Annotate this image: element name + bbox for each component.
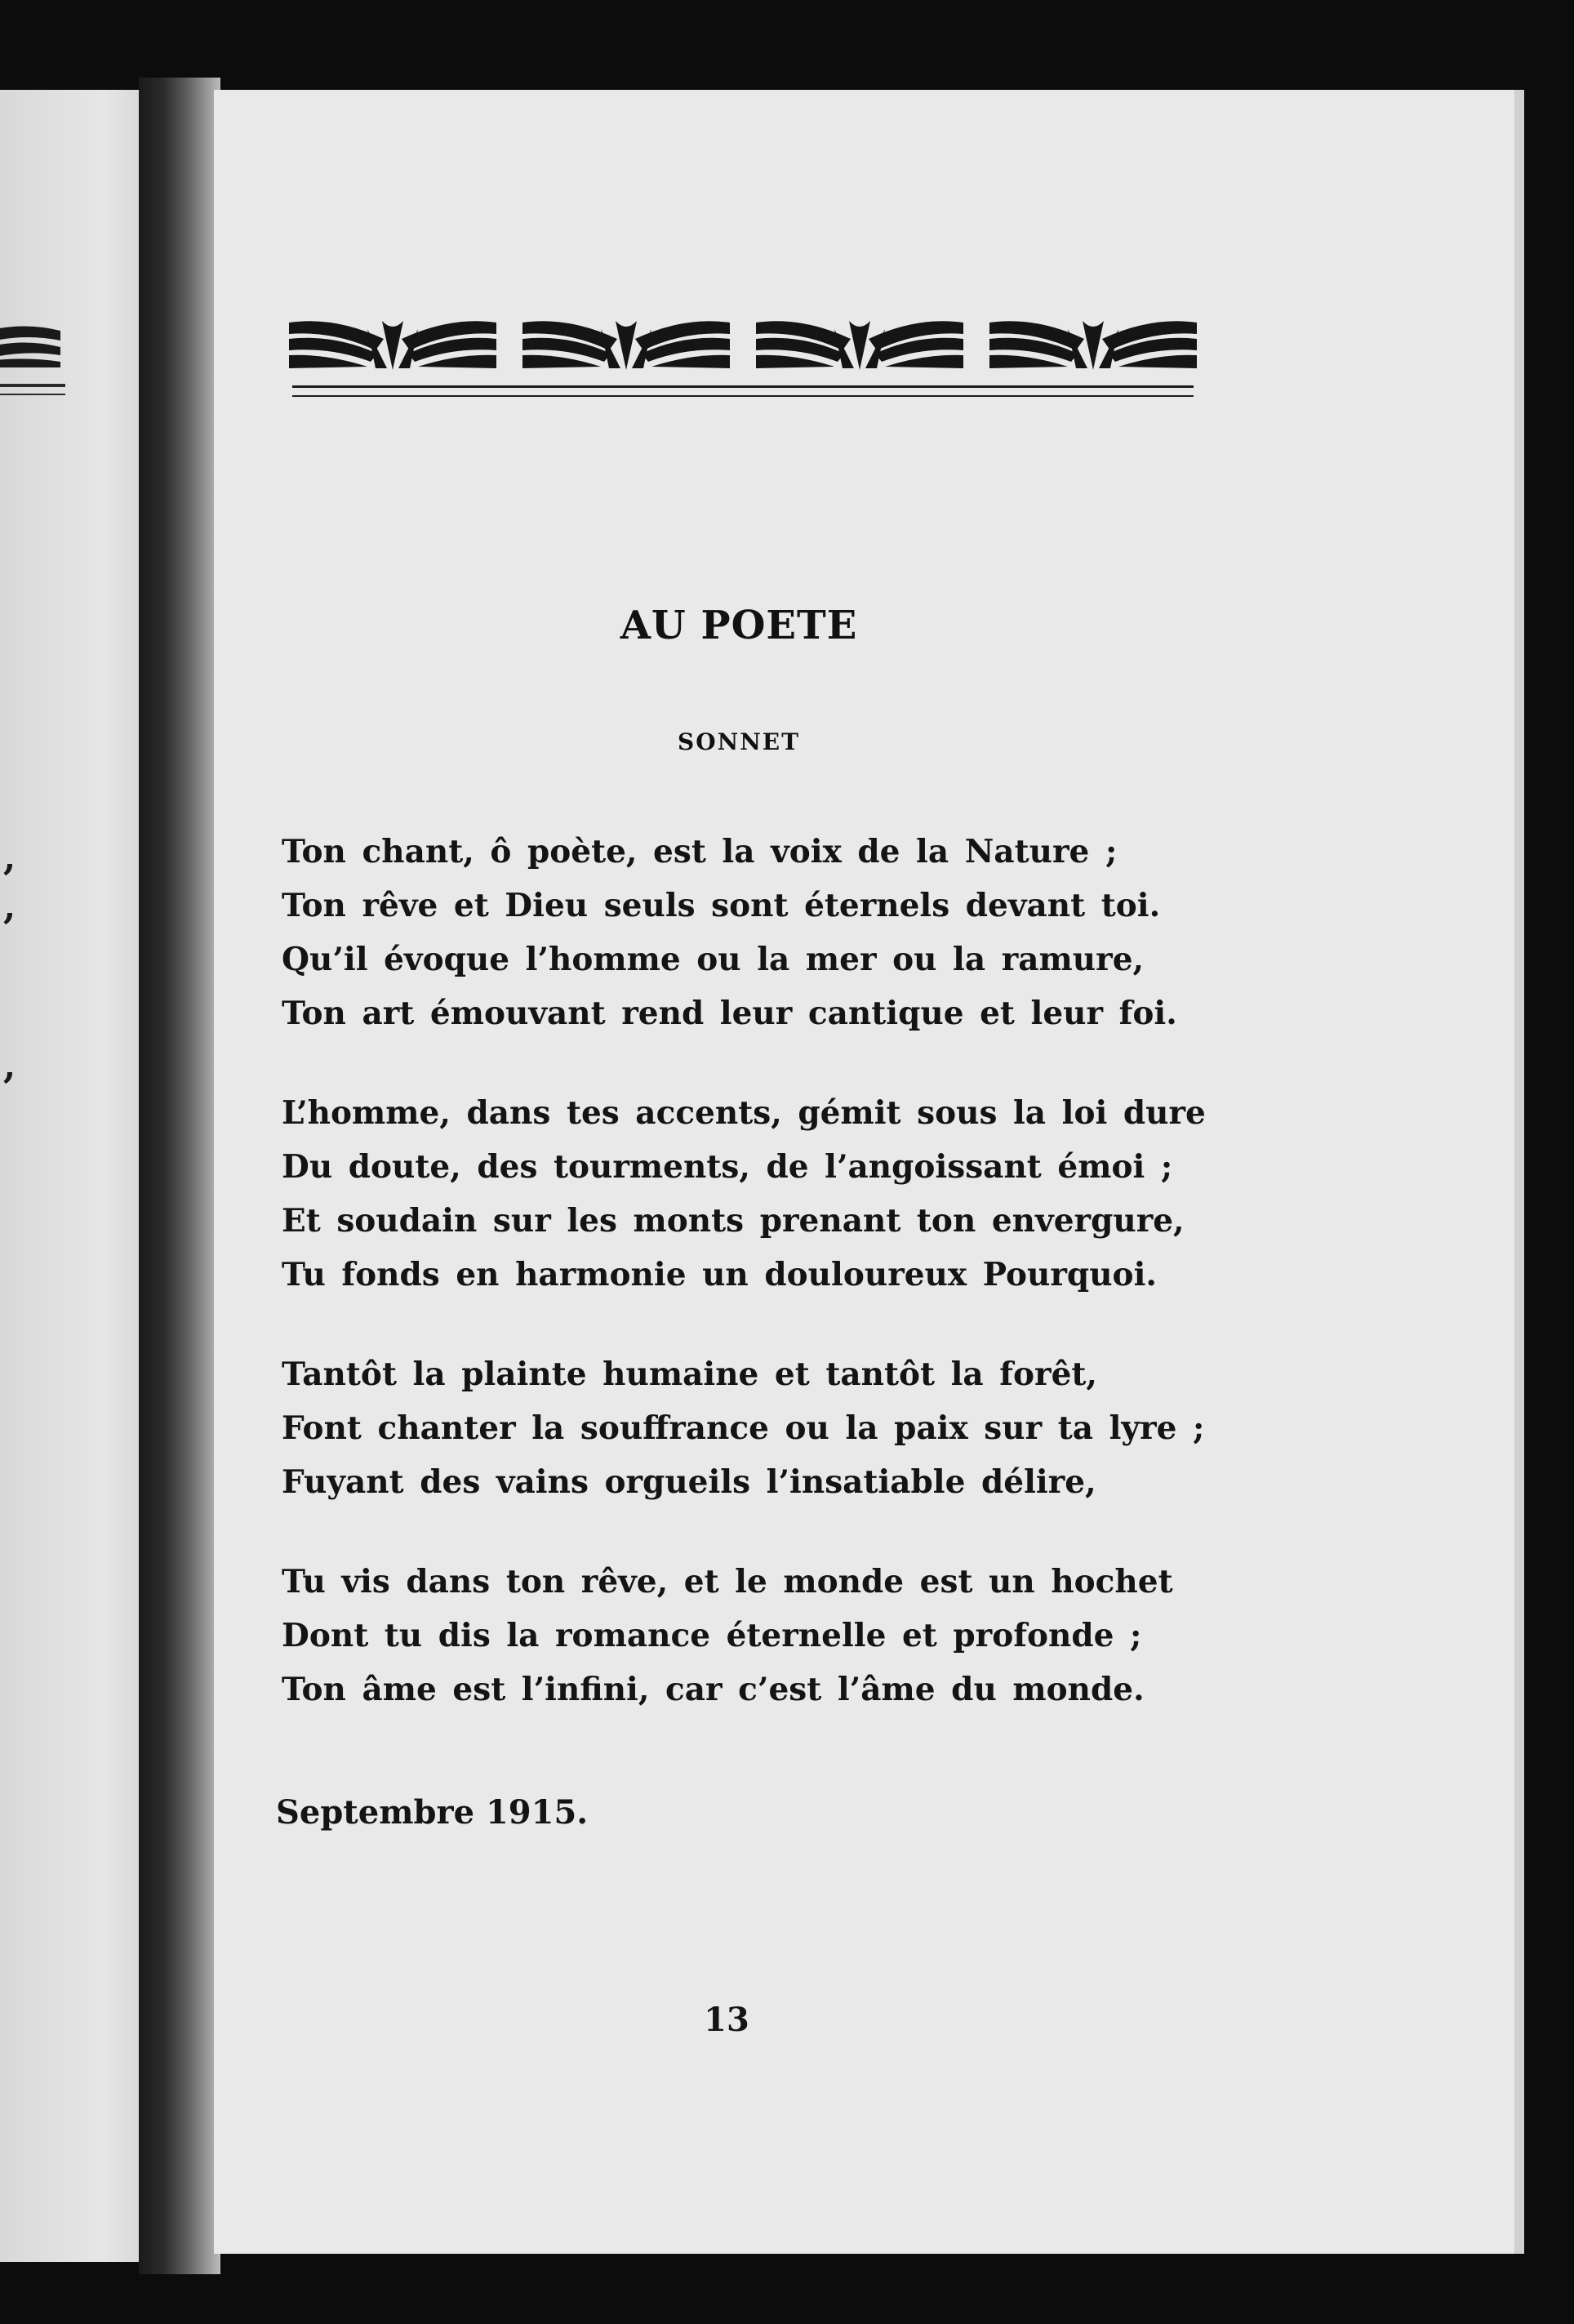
header-ornament	[286, 314, 1200, 376]
poem-subtitle: SONNET	[678, 728, 800, 755]
poem-line: Qu’il évoque l’homme ou la mer ou la ramure,	[282, 941, 1145, 978]
poem-body	[282, 825, 1204, 1762]
header-rule-thin	[292, 395, 1194, 397]
poem-line: Font chanter la souffrance ou la paix sur ta lyre ;	[282, 1409, 1205, 1447]
stanza	[282, 1086, 1204, 1302]
poem-line: Ton art émouvant rend leur cantique et leur foi.	[282, 995, 1177, 1032]
poem-line: Tu vis dans ton rêve, et le monde est un hochet	[282, 1563, 1173, 1601]
poem-line: Ton âme est l’infini, car c’est l’âme du monde.	[282, 1671, 1145, 1708]
left-punctuation: ,	[3, 1045, 16, 1087]
left-ornament-fragment	[0, 323, 60, 367]
page-edge	[1514, 90, 1524, 2254]
left-rule-thin	[0, 394, 65, 395]
stanza	[282, 1555, 1204, 1716]
stanza	[282, 1347, 1204, 1509]
header-rule	[292, 385, 1194, 388]
stanza	[282, 825, 1204, 1040]
poem-title: AU POETE	[620, 603, 858, 648]
book-gutter	[139, 78, 220, 2274]
poem-date: Septembre 1915.	[276, 1793, 589, 1832]
poem-line: Du doute, des tourments, de l’angoissant émoi ;	[282, 1148, 1173, 1186]
poem-line: Fuyant des vains orgueils l’insatiable délire,	[282, 1463, 1096, 1501]
poem-line: Tantôt la plainte humaine et tantôt la forêt,	[282, 1356, 1098, 1393]
poem-line: Et soudain sur les monts prenant ton envergure,	[282, 1202, 1185, 1240]
poem-line: Tu fonds en harmonie un douloureux Pourquoi.	[282, 1256, 1157, 1293]
page-number: 13	[704, 2001, 749, 2039]
poem-line: L’homme, dans tes accents, gémit sous la loi dure	[282, 1094, 1206, 1132]
left-punctuation: ,	[3, 837, 16, 879]
poem-line: Ton chant, ô poète, est la voix de la Nature ;	[282, 833, 1118, 870]
poem-line: Ton rêve et Dieu seuls sont éternels devant toi.	[282, 887, 1161, 924]
left-rule	[0, 384, 65, 387]
poem-line: Dont tu dis la romance éternelle et profonde ;	[282, 1617, 1142, 1654]
left-punctuation: ,	[3, 886, 16, 928]
